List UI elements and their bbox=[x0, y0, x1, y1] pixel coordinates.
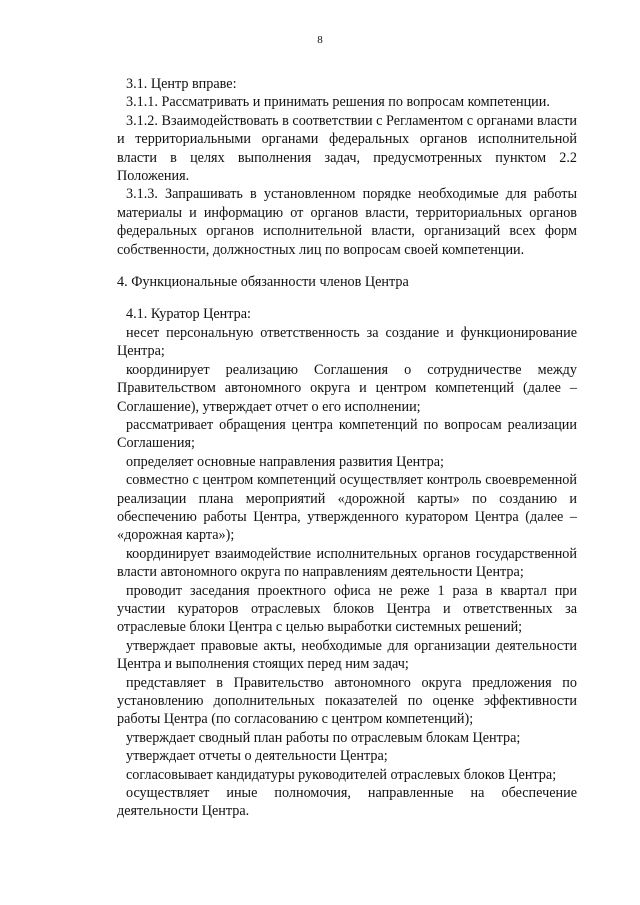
paragraph: утверждает сводный план работы по отраслевым блокам Центра; bbox=[126, 729, 521, 746]
paragraph: 3.1.3. Запрашивать в установленном порядке необходимые для работы материалы и информацию от органов власти, территориальных органов федеральных органов исполнительной власти, организаций всех форм собственности, должностных лиц по вопросам своей компетенции. bbox=[117, 186, 577, 258]
paragraph: 3.1. Центр вправе: bbox=[126, 76, 237, 92]
paragraph: представляет в Правительство автономного округа предложения по установлению дополнительных показателей по оценке эффективности работы Центра (по согласованию с центром компетенций); bbox=[117, 674, 577, 728]
paragraph: определяет основные направления развития Центра; bbox=[126, 453, 444, 470]
paragraph: утверждает отчеты о деятельности Центра; bbox=[126, 748, 388, 765]
page-number: 8 bbox=[317, 34, 323, 46]
paragraph: утверждает правовые акты, необходимые для организации деятельности Центра и выполнения стоящих перед ним задач; bbox=[117, 637, 577, 673]
paragraph: осуществляет иные полномочия, направленные на обеспечение деятельности Центра. bbox=[117, 785, 577, 820]
document-body bbox=[117, 75, 577, 821]
paragraph: проводит заседания проектного офиса не реже 1 раза в квартал при участии кураторов отраслевых блоков Центра и ответственных за отраслевые блоки Центра с целью выработки системных решений; bbox=[117, 582, 577, 636]
paragraph: 4.1. Куратор Центра: bbox=[126, 306, 251, 323]
paragraph: 3.1.1. Рассматривать и принимать решения по вопросам компетенции. bbox=[126, 94, 550, 111]
paragraph: 3.1.2. Взаимодействовать в соответствии с Регламентом с органами власти и территориальными органами федеральных органов исполнительной власти в целях выполнения задач, предусмотренных пунктом 2.2 Положения. bbox=[117, 112, 577, 185]
paragraph: несет персональную ответственность за создание и функционирование Центра; bbox=[117, 324, 577, 360]
section-heading: 4. Функциональные обязанности членов Центра bbox=[117, 274, 409, 291]
paragraph: рассматривает обращения центра компетенций по вопросам реализации Соглашения; bbox=[117, 416, 577, 452]
paragraph: совместно с центром компетенций осуществляет контроль своевременной реализации плана мероприятий «дорожной карты» по созданию и обеспечению работы Центра, утвержденного куратором Центра (далее – «дорожная карта»); bbox=[117, 472, 577, 544]
paragraph: координирует взаимодействие исполнительных органов государственной власти автономного округа по направлениям деятельности Центра; bbox=[117, 545, 577, 581]
paragraph: координирует реализацию Соглашения о сотрудничестве между Правительством автономного округа и центром компетенций (далее – Соглашение), утверждает отчет о его исполнении; bbox=[117, 361, 577, 415]
paragraph: согласовывает кандидатуры руководителей отраслевых блоков Центра; bbox=[126, 766, 557, 783]
